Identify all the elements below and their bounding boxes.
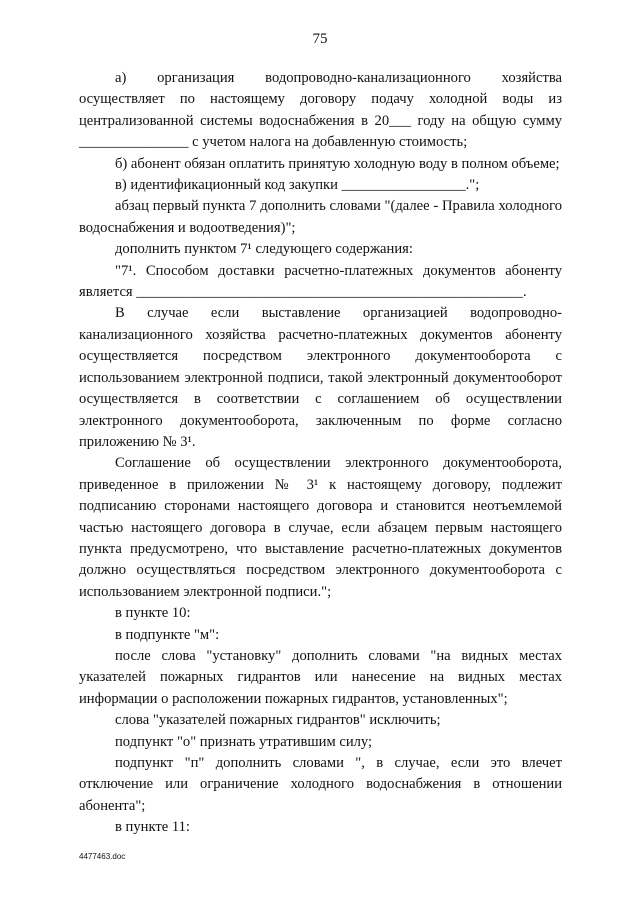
file-name-footer: 4477463.doc [79,852,126,861]
paragraph-subpoint-o: подпункт "о" признать утратившим силу; [115,733,373,750]
paragraph-b: б) абонент обязан оплатить принятую холодную воду в полном объеме; [115,155,560,172]
paragraph-point-11: в пункте 11: [115,819,190,836]
paragraph-subpoint-m: в подпункте "м": [115,626,220,643]
paragraph-c: в) идентификационный код закупки _________________."; [115,177,480,194]
paragraph-7-1-agreement: Соглашение об осуществлении электронного документооборота, приведенное в приложении № 3¹ к настоящему договору, подлежит подписанию сторонами настоящего договора и становится неотъемлемой частью настоящего договора в случае, если абзацем первым настоящего пункта предусмотрено, что выставление расчетно-платежных документов должно осуществляться посредством электронного документооборота с использованием электронной подписи."; [79,455,562,600]
paragraph-subpoint-p: подпункт "п" дополнить словами ", в случае, если это влечет отключение или ограничение холодного водоснабжения в отношении абонента"; [79,755,562,814]
document-body [79,68,562,839]
paragraph-7-1-edo: В случае если выставление организацией водопроводно-канализационного хозяйства расчетно-платежных документов абоненту осуществляется посредством электронного документооборота с использованием электронной подписи, такой электронный документооборот осуществляется в соответствии с соглашением об осуществлении электронного документооборота, заключенным по форме согласно приложению № 3¹. [79,305,562,450]
paragraph-add-7-1: дополнить пунктом 7¹ следующего содержания: [115,241,413,258]
paragraph-a: а) организация водопроводно-канализационного хозяйства осуществляет по настоящему договору подачу холодной воды из централизованной системы водоснабжения в 20___ году на общую сумму _______________ с учетом налога на добавленную стоимость; [79,70,562,151]
paragraph-exclude-words: слова "указателей пожарных гидрантов" исключить; [115,712,441,729]
paragraph-7-1-delivery: "7¹. Способом доставки расчетно-платежных документов абоненту является _____________________________________________________. [79,262,562,301]
paragraph-after-word: после слова "установку" дополнить словами "на видных местах указателей пожарных гидрантов или нанесение на видных местах информации о расположении пожарных гидрантов, установленных"; [79,647,562,707]
paragraph-point-10: в пункте 10: [115,605,191,622]
page-number: 75 [312,31,328,47]
paragraph-amend-7: абзац первый пункта 7 дополнить словами "(далее - Правила холодного водоснабжения и водоотведения)"; [79,198,562,236]
